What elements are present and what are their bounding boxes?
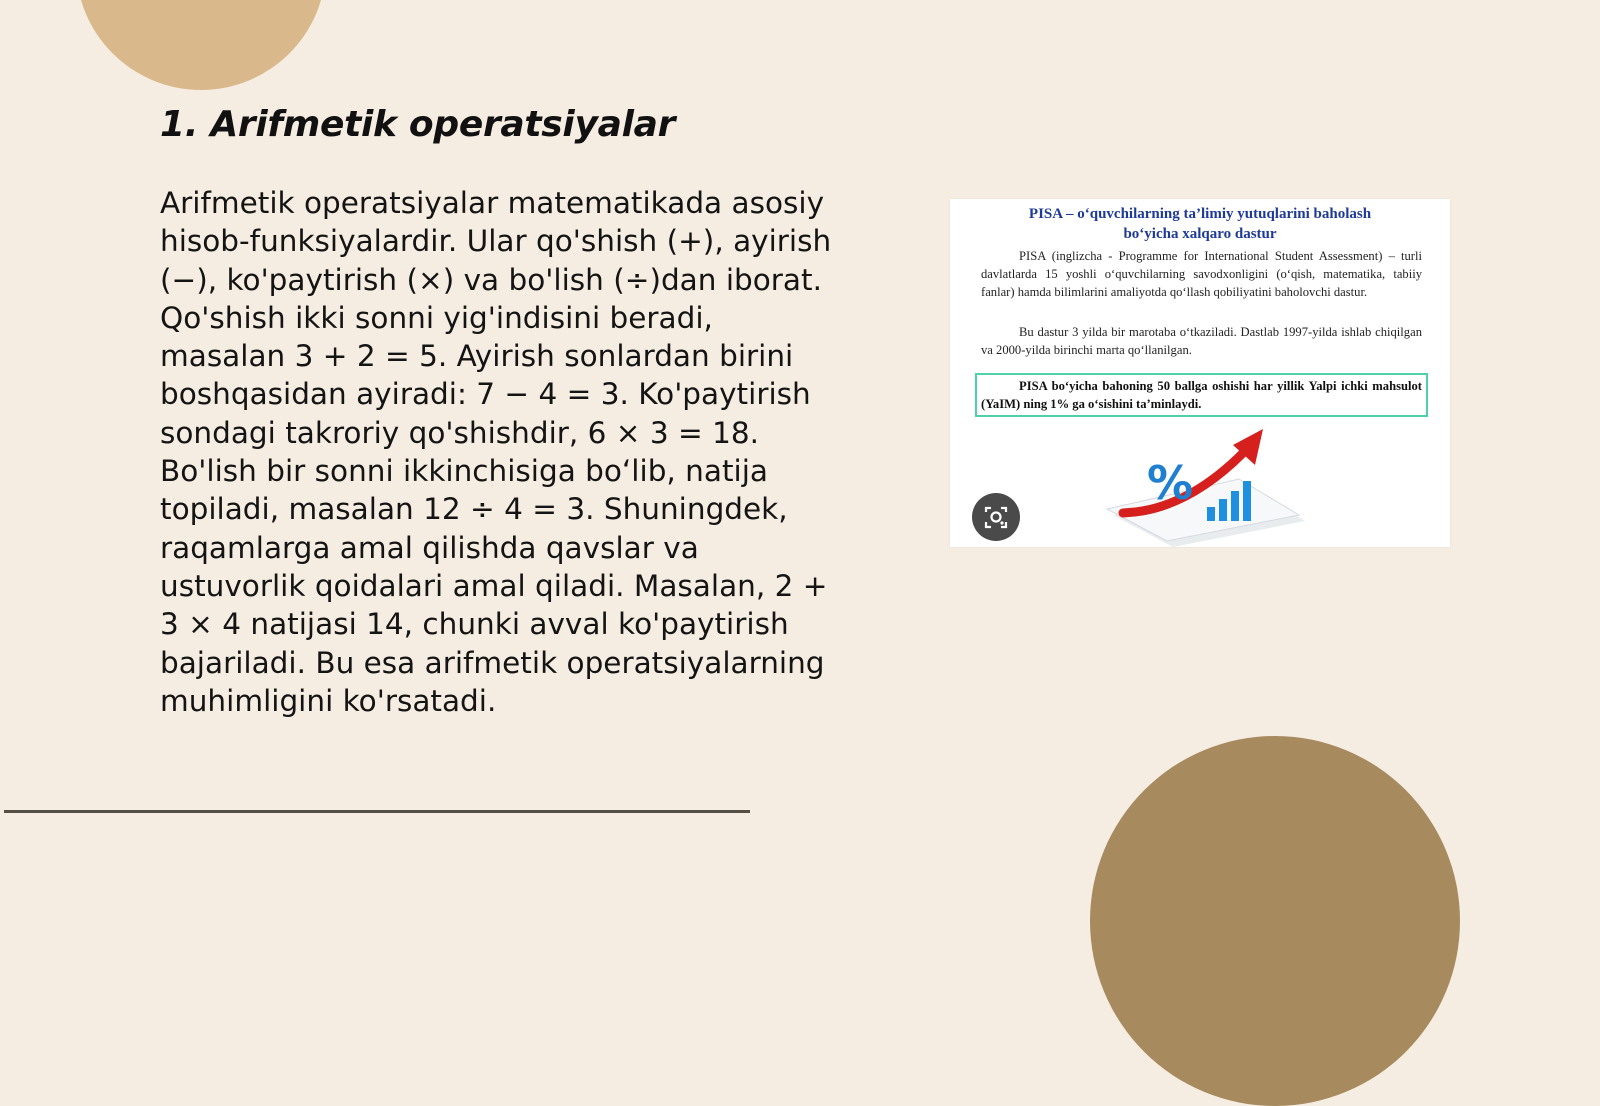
body-line: sondagi takroriy qo'shishdir, 6 × 3 = 18. xyxy=(160,415,760,450)
lens-search-icon[interactable] xyxy=(972,493,1020,541)
image-paragraph: PISA (inglizcha - Programme for International Student Assessment) – turli davlatlarda 15 yoshli o‘quvchilarning savodxonligini (o‘qish, matematika, tabiiy fanlar) hamda bilimlarini amaliyotda qo‘llash qobiliyatini baholovchi dastur. xyxy=(981,249,1422,300)
slide-title: 1. Arifmetik operatsiyalar xyxy=(160,104,676,145)
decorative-circle-top xyxy=(76,0,326,90)
body-line: 3 × 4 natijasi 14, chunki avval ko'paytirish xyxy=(160,607,789,642)
body-line: masalan 3 + 2 = 5. Ayirish sonlardan birini xyxy=(160,339,794,374)
body-line: Qo'shish ikki sonni yig'indisini beradi, xyxy=(160,300,713,335)
lens-icon xyxy=(982,503,1010,531)
body-line: bajariladi. Bu esa arifmetik operatsiyalarning xyxy=(160,645,825,680)
body-line: Bo'lish bir sonni ikkinchisiga bo‘lib, natija xyxy=(160,454,768,489)
image-highlight-box: PISA bo‘yicha bahoning 50 ballga oshishi har yillik Yalpi ichki mahsulot (YaIM) ning 1% ga o‘sishini ta’minlaydi. xyxy=(975,373,1428,417)
percent-symbol: % xyxy=(1147,456,1194,510)
body-line: Arifmetik operatsiyalar matematikada asosiy xyxy=(160,186,825,220)
body-line: (−), ko'paytirish (×) va bo'lish (÷)dan iborat. xyxy=(160,262,822,297)
body-line: muhimligini ko'rsatadi. xyxy=(160,683,497,718)
decorative-circle-bottom xyxy=(1090,736,1460,1106)
image-title-line: PISA – o‘quvchilarning ta’limiy yutuqlarini baholash xyxy=(1028,206,1372,222)
body-line: hisob-funksiyalardir. Ular qo'shish (+), ayirish xyxy=(160,224,832,259)
body-line: raqamlarga amal qilishda qavslar va xyxy=(160,530,699,565)
image-title-line: bo‘yicha xalqaro dastur xyxy=(1123,226,1277,242)
body-line: ustuvorlik qoidalari amal qiladi. Masalan, 2 + xyxy=(160,568,828,603)
image-title xyxy=(950,204,1450,244)
image-paragraph: Bu dastur 3 yilda bir marotaba o‘tkaziladi. Dastlab 1997-yilda ishlab chiqilgan va 2000-yilda birinchi marta qo‘llanilgan. xyxy=(981,325,1422,358)
percent-growth-graphic xyxy=(1095,429,1315,547)
body-text xyxy=(160,184,835,720)
body-line: boshqasidan ayiradi: 7 − 4 = 3. Ko'paytirish xyxy=(160,377,811,412)
body-line: topiladi, masalan 12 ÷ 4 = 3. Shuningdek, xyxy=(160,492,788,527)
pisa-info-image xyxy=(950,199,1450,547)
divider-line xyxy=(4,810,750,813)
